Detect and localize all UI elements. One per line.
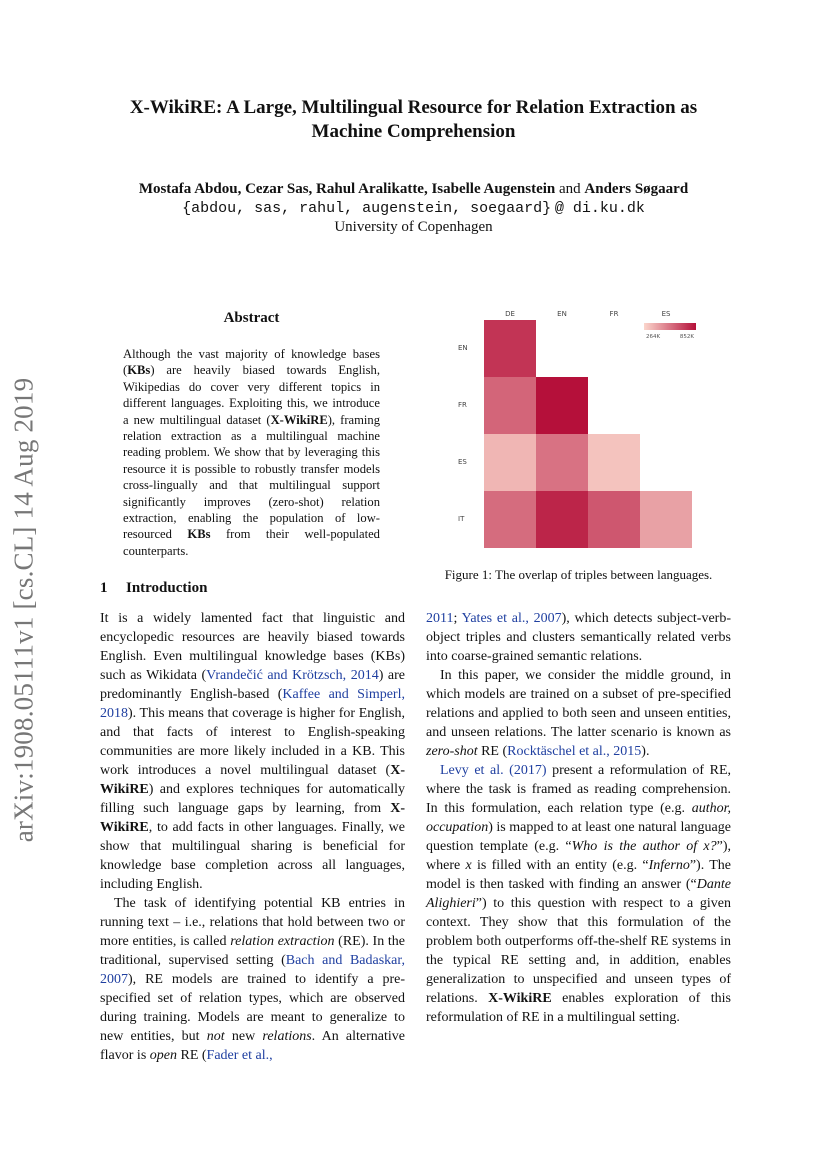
section-title: Introduction <box>126 580 208 596</box>
left-column <box>100 609 405 1065</box>
right-paragraph-3: Levy et al. (2017) present a reformulation of RE, where the task is framed as reading comprehension. In this formulation, each relation type (e.g. author, occupation) is mapped to at least one natural language question template (e.g. “Who is the author of x?”), where x is filled with an entity (e.g. “Inferno”). The model is then tasked with finding an answer (“Dante Alighieri”) to this question with respect to a given context. They show that this formulation of the problem both outperforms off-the-shelf RE systems in the typical RE setting and, in addition, enables generalization to unspecified and unseen types of relations. X-WikiRE enables exploration of this reformulation of RE in a multilingual setting. <box>426 763 731 1025</box>
right-column <box>426 609 731 1027</box>
heatmap-cell <box>588 491 640 548</box>
heatmap-cell <box>484 434 536 491</box>
intro-paragraph-1: It is a widely lamented fact that linguistic and encyclopedic resources are heavily biased towards English. Even multilingual knowledge bases (KBs) such as Wikidata (Vrandečić and Krötzsch, 2014) are predominantly English-based (Kaffee and Simperl, 2018). This means that coverage is higher for English, and that facts of interest to English-speaking communities are more likely included in a KB. This work introduces a novel multilingual dataset (X-WikiRE) and explores techniques for automatically filling such language gaps by learning, from X-WikiRE, to add facts in other languages. Finally, we show that multilingual sharing is beneficial for knowledge base completion across all languages, including English. <box>100 611 405 892</box>
colorbar-min-label: 264K <box>646 334 661 340</box>
heatmap-cell <box>536 377 588 434</box>
x-tick-label: DE <box>505 310 515 318</box>
citation-link[interactable]: Rocktäschel et al., 2015 <box>507 744 642 759</box>
citation-link[interactable]: Fader et al., <box>206 1048 273 1063</box>
heatmap-cell <box>484 377 536 434</box>
colorbar-max-label: 852K <box>679 334 694 340</box>
heatmap-cell <box>536 434 588 491</box>
author-last: Anders Søgaard <box>584 181 689 197</box>
overlap-heatmap <box>448 305 708 555</box>
author-email-users: {abdou, sas, rahul, augenstein, soegaard} <box>182 200 552 217</box>
heatmap-cell <box>640 491 692 548</box>
abstract-body: Although the vast majority of knowledge bases (KBs) are heavily biased towards English, Wikipedias do cover very different topics in different languages. Exploiting this, we introduce a new multilingual dataset (X-WikiRE), framing relation extraction as a multilingual machine reading problem. We show that by leveraging this resource it is possible to robustly transfer models cross-lingually and that multilingual support significantly improves (zero-shot) relation extraction, enabling the population of low-resourced KBs from their well-populated counterparts. <box>123 347 381 558</box>
arxiv-identifier: arXiv:1908.05111v1 [cs.CL] 14 Aug 2019 <box>8 377 39 843</box>
citation-link[interactable]: Levy et al. (2017) <box>440 763 547 778</box>
citation-link[interactable]: Yates et al., 2007 <box>461 611 562 626</box>
paper-title <box>100 96 727 144</box>
author-email-domain: @ di.ku.dk <box>554 200 645 217</box>
affiliation: University of Copenhagen <box>334 219 493 235</box>
abstract-heading: Abstract <box>223 310 280 326</box>
section-heading <box>100 580 207 597</box>
heatmap-svg <box>448 305 708 555</box>
heatmap-cell <box>588 434 640 491</box>
citation-link[interactable]: Bach and Badaskar, 2007 <box>100 953 405 987</box>
x-tick-label: ES <box>661 310 671 318</box>
y-tick-label: IT <box>458 515 465 523</box>
citation-link[interactable]: Kaffee and Simperl, 2018 <box>100 687 405 721</box>
x-tick-label: EN <box>557 310 567 318</box>
y-tick-label: FR <box>458 401 467 409</box>
y-tick-label: ES <box>458 458 467 466</box>
y-tick-label: EN <box>458 344 468 352</box>
citation-link[interactable]: 2011 <box>426 611 454 626</box>
title-line-1: X-WikiRE: A Large, Multilingual Resource for Relation Extraction as <box>129 97 698 118</box>
x-tick-label: FR <box>609 310 619 318</box>
author-and: and <box>558 181 581 197</box>
arxiv-sidebar <box>4 360 44 860</box>
section-number: 1 <box>100 580 108 596</box>
colorbar <box>644 323 696 330</box>
citation-link[interactable]: Vrandečić and Krötzsch, 2014 <box>206 668 379 683</box>
author-names: Mostafa Abdou, Cezar Sas, Rahul Aralikatte, Isabelle Augenstein <box>138 181 556 197</box>
title-line-2: Machine Comprehension <box>311 121 516 142</box>
figure-caption: Figure 1: The overlap of triples between languages. <box>444 567 713 582</box>
heatmap-cell <box>536 491 588 548</box>
heatmap-cell <box>484 320 536 377</box>
heatmap-cell <box>484 491 536 548</box>
right-paragraph-1: 2011; Yates et al., 2007), which detects subject-verb-object triples and clusters semantically related verbs into coarse-grained semantic relations. <box>426 611 732 664</box>
right-paragraph-2: In this paper, we consider the middle ground, in which models are trained on a subset of pre-specified relations and applied to both seen and unseen entities, and unseen relations. The latter scenario is known as zero-shot RE (Rocktäschel et al., 2015). <box>426 668 731 759</box>
intro-paragraph-2: The task of identifying potential KB entries in running text – i.e., relations that hold between two or more entities, is called relation extraction (RE). In the traditional, supervised setting (Bach and Badaskar, 2007), RE models are trained to identify a pre-specified set of relation types, which are observed during training. Models are meant to generalize to new entities, but not new relations. An alternative flavor is open RE (Fader et al., <box>100 896 405 1063</box>
author-block <box>80 180 747 237</box>
